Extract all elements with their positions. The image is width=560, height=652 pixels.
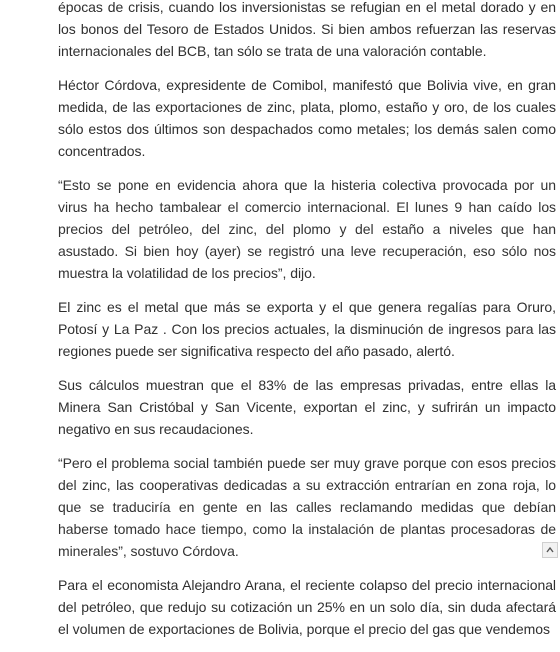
article-paragraph: Para el economista Alejandro Arana, el reciente colapso del precio internacional del petróleo, que redujo su cotización un 25% en un solo día, sin duda afectará el volumen de exportaciones de Bolivia, porque el precio del gas que vendemos xyxy=(58,577,556,637)
chevron-up-icon xyxy=(546,546,554,554)
article-paragraph: “Esto se pone en evidencia ahora que la histeria colectiva provocada por un virus ha hecho tambalear el comercio internacional. El lunes 9 han caído los precios del petróleo, del zinc, del plomo y del estaño a niveles que han asustado. Si bien hoy (ayer) se registró una leve recuperación, eso sólo nos muestra la volatilidad de los precios”, dijo. xyxy=(58,177,556,281)
article-paragraph: Héctor Córdova, expresidente de Comibol, manifestó que Bolivia vive, en gran medida, de las exportaciones de zinc, plata, plomo, estaño y oro, de los cuales sólo estos dos últimos son despachados como metales; los demás salen como concentrados. xyxy=(58,77,556,159)
article-paragraph: El zinc es el metal que más se exporta y el que genera regalías para Oruro, Potosí y La Paz . Con los precios actuales, la disminución de ingresos para las regiones puede ser significativa respecto del año pasado, alertó. xyxy=(58,299,556,359)
article-paragraph: épocas de crisis, cuando los inversionistas se refugian en el metal dorado y en los bonos del Tesoro de Estados Unidos. Si bien ambos refuerzan las reservas internacionales del BCB, tan sólo se trata de una valoración contable. xyxy=(58,0,556,59)
article-paragraph: “Pero el problema social también puede ser muy grave porque con esos precios del zinc, las cooperativas dedicadas a su extracción entrarían en zona roja, lo que se traduciría en gente en las calles reclamando medidas que debían haberse tomado hace tiempo, como la instalación de plantas procesadoras de minerales”, sostuvo Córdova. xyxy=(58,455,556,559)
article-paragraph: Sus cálculos muestran que el 83% de las empresas privadas, entre ellas la Minera San Cristóbal y San Vicente, exportan el zinc, y sufrirán un impacto negativo en sus recaudaciones. xyxy=(58,377,556,437)
article-body xyxy=(58,0,556,652)
scroll-up-icon[interactable] xyxy=(542,542,558,558)
